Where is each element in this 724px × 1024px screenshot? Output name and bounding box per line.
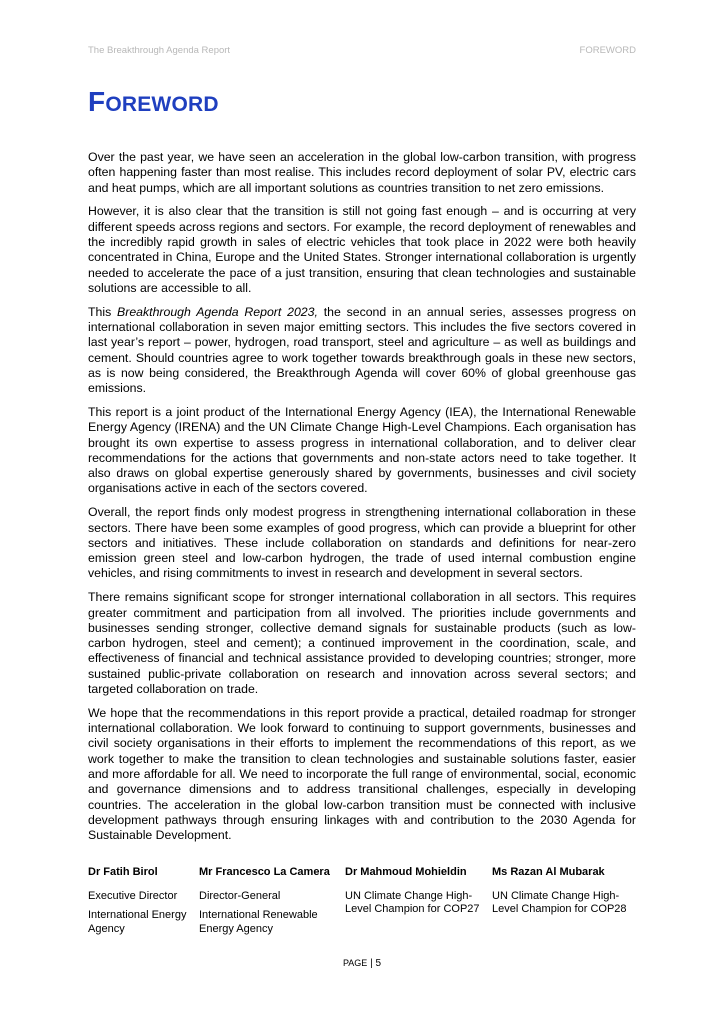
paragraph-2: However, it is also clear that the transition is still not going fast enough – and is occurring at very different speeds across regions and sectors. For example, the record deployment of renewables and the incredibly rapid growth in sales of electric vehicles that took place in 2022 were both heavily concentrated in China, Europe and the United States. Stronger international collaboration is urgently needed to accelerate the pace of a just transition, ensuring that clean technologies and sustainable solutions are accessible to all. [88, 204, 636, 295]
signatory [345, 866, 492, 936]
title-first-letter: F [88, 86, 106, 117]
signatory [199, 866, 345, 936]
signatory-org: International Renewable Energy Agency [199, 909, 318, 935]
page-footer [0, 958, 724, 969]
signatory-role: Executive Director [88, 889, 178, 902]
paragraph-7: We hope that the recommendations in this report provide a practical, detailed roadmap for stronger international collaboration. We look forward to continuing to support governments, businesses and civil society organisations in their efforts to implement the recommendations of this report, as we work together to make the transition to clean technologies and sustainable solutions faster, easier and more affordable for all. We need to incorporate the full range of environmental, social, economic and governance dimensions and to address transitional challenges, especially in developing countries. The acceleration in the global low-carbon transition must be connected with inclusive development pathways through ensuring linkages with and contribution to the 2030 Agenda for Sustainable Development. [88, 705, 636, 843]
signatory-org: International Energy Agency [88, 909, 187, 935]
paragraph-3-prefix: This [88, 304, 118, 319]
running-header-title: The Breakthrough Agenda Report [88, 45, 231, 56]
signatory [492, 866, 636, 936]
running-header-section: FOREWORD [579, 45, 636, 56]
foreword-body [88, 150, 636, 852]
title-rest: OREWORD [105, 93, 219, 116]
page-title [88, 86, 219, 118]
signatory-name: Dr Mahmoud Mohieldin [345, 866, 467, 878]
signatory-role: UN Climate Change High-Level Champion for COP27 [345, 889, 480, 915]
signatory-role: UN Climate Change High-Level Champion for COP28 [492, 889, 627, 915]
signatory [88, 866, 199, 936]
page-number: 5 [375, 958, 382, 969]
paragraph-5: Overall, the report finds only modest progress in strengthening international collaboration in these sectors. There have been some examples of good progress, which can provide a blueprint for other sectors and initiatives. These include collaboration on standards and definitions for near-zero emission green steel and low-carbon hydrogen, the trade of used internal combustion engine vehicles, and rising commitments to invest in research and development in several sectors. [88, 505, 636, 581]
page-separator: | [367, 958, 376, 969]
paragraph-4: This report is a joint product of the International Energy Agency (IEA), the International Renewable Energy Agency (IRENA) and the UN Climate Change High-Level Champions. Each organisation has brought its own expertise to assess progress in international collaboration, and to deliver clear recommendations for the actions that governments and non-state actors need to take together. It also draws on global expertise generously shared by governments, businesses and civil society organisations active in each of the sectors covered. [88, 404, 636, 496]
paragraph-1: Over the past year, we have seen an acceleration in the global low-carbon transition, with progress often happening faster than most realise. This includes record deployment of solar PV, electric cars and heat pumps, which are all important solutions as countries transition to net zero emissions. [88, 150, 636, 195]
signatory-name: Mr Francesco La Camera [199, 866, 330, 878]
paragraph-3 [88, 305, 636, 397]
paragraph-3-text: the second in an annual series, assesses progress on international collaboration in seven major emitting sectors. This includes the five sectors covered in last year’s report – power, hydrogen, road transport, steel and agriculture – as well as buildings and cement. Should countries agree to work together towards breakthrough goals in these new sectors, as is now being considered, the Breakthrough Agenda will cover 60% of global greenhouse gas emissions. [88, 304, 636, 396]
signatory-name: Dr Fatih Birol [88, 866, 158, 878]
paragraph-6: There remains significant scope for stronger international collaboration in all sectors. This requires greater commitment and participation from all involved. The priorities include governments and businesses sending stronger, collective demand signals for sustainable products (such as low-carbon hydrogen, steel and cement); a continued improvement in the coordination, scale, and effectiveness of financial and technical assistance provided to developing countries; stronger, more sustained public-private collaboration on research and innovation across several sectors; and targeted collaboration on trade. [88, 590, 636, 696]
signatories [88, 866, 636, 936]
page-label: PAGE [342, 958, 368, 968]
signatory-name: Ms Razan Al Mubarak [492, 866, 605, 878]
report-title-italic: Breakthrough Agenda Report 2023, [117, 304, 318, 319]
signatory-role: Director-General [199, 889, 281, 902]
